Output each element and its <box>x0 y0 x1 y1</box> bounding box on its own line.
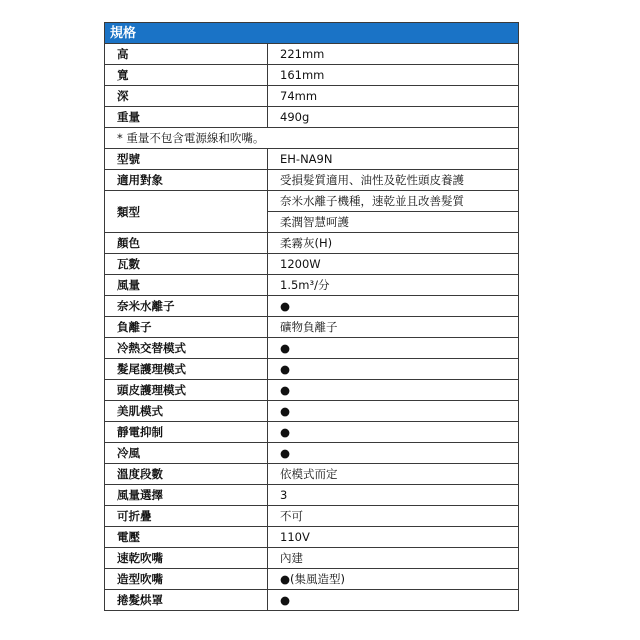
table-row <box>105 548 519 569</box>
row-label-height: 高 <box>105 44 268 65</box>
spec-table <box>104 43 519 611</box>
row-value: 依模式而定 <box>268 464 519 485</box>
row-value: 1.5m³/分 <box>268 275 519 296</box>
row-label: 電壓 <box>105 527 268 548</box>
row-value-type-2: 柔潤智慧呵護 <box>268 212 519 233</box>
row-label-target: 適用對象 <box>105 170 268 191</box>
row-value: ● <box>268 422 519 443</box>
row-value-model: EH-NA9N <box>268 149 519 170</box>
row-value-height: 221mm <box>268 44 519 65</box>
row-value: ● <box>268 380 519 401</box>
row-value-target: 受損髮質適用、油性及乾性頭皮養護 <box>268 170 519 191</box>
weight-note: * 重量不包含電源線和吹嘴。 <box>105 128 519 149</box>
table-row <box>105 569 519 590</box>
row-value: ● <box>268 443 519 464</box>
row-label: 風量 <box>105 275 268 296</box>
row-value: 柔霧灰(H) <box>268 233 519 254</box>
row-label-depth: 深 <box>105 86 268 107</box>
row-label: 靜電抑制 <box>105 422 268 443</box>
table-row <box>105 254 519 275</box>
row-value: 110V <box>268 527 519 548</box>
row-value: ●(集風造型) <box>268 569 519 590</box>
row-value-depth: 74mm <box>268 86 519 107</box>
row-label: 顏色 <box>105 233 268 254</box>
spec-table-body <box>105 44 519 611</box>
table-row <box>105 338 519 359</box>
table-row <box>105 380 519 401</box>
table-row <box>105 170 519 191</box>
table-row <box>105 506 519 527</box>
table-row <box>105 296 519 317</box>
table-row <box>105 443 519 464</box>
row-label: 造型吹嘴 <box>105 569 268 590</box>
table-row <box>105 191 519 212</box>
spec-sheet <box>104 22 519 611</box>
table-row <box>105 149 519 170</box>
row-label: 負離子 <box>105 317 268 338</box>
row-label: 髮尾護理模式 <box>105 359 268 380</box>
table-row <box>105 485 519 506</box>
table-row <box>105 86 519 107</box>
row-label: 美肌模式 <box>105 401 268 422</box>
row-label: 可折疊 <box>105 506 268 527</box>
row-value: ● <box>268 296 519 317</box>
row-value-weight: 490g <box>268 107 519 128</box>
row-label: 奈米水離子 <box>105 296 268 317</box>
row-value: ● <box>268 401 519 422</box>
row-value: ● <box>268 590 519 611</box>
row-label: 捲髮烘罩 <box>105 590 268 611</box>
row-label-weight: 重量 <box>105 107 268 128</box>
table-row <box>105 44 519 65</box>
row-value: 礦物負離子 <box>268 317 519 338</box>
table-row <box>105 233 519 254</box>
spec-header: 規格 <box>104 22 519 43</box>
row-label: 冷熱交替模式 <box>105 338 268 359</box>
table-row <box>105 527 519 548</box>
row-value: 不可 <box>268 506 519 527</box>
table-row <box>105 65 519 86</box>
row-value: 3 <box>268 485 519 506</box>
row-label-width: 寬 <box>105 65 268 86</box>
row-label-type: 類型 <box>105 191 268 233</box>
row-value-type-1: 奈米水離子機種，速乾並且改善髮質 <box>268 191 519 212</box>
row-value: ● <box>268 338 519 359</box>
row-value-width: 161mm <box>268 65 519 86</box>
table-row <box>105 107 519 128</box>
row-label: 冷風 <box>105 443 268 464</box>
table-row <box>105 590 519 611</box>
row-value: ● <box>268 359 519 380</box>
row-label: 瓦數 <box>105 254 268 275</box>
row-label: 速乾吹嘴 <box>105 548 268 569</box>
row-label: 溫度段數 <box>105 464 268 485</box>
row-value: 內建 <box>268 548 519 569</box>
note-row <box>105 128 519 149</box>
table-row <box>105 359 519 380</box>
table-row <box>105 401 519 422</box>
table-row <box>105 275 519 296</box>
row-label: 頭皮護理模式 <box>105 380 268 401</box>
row-label-model: 型號 <box>105 149 268 170</box>
row-label: 風量選擇 <box>105 485 268 506</box>
table-row <box>105 464 519 485</box>
table-row <box>105 317 519 338</box>
table-row <box>105 422 519 443</box>
row-value: 1200W <box>268 254 519 275</box>
